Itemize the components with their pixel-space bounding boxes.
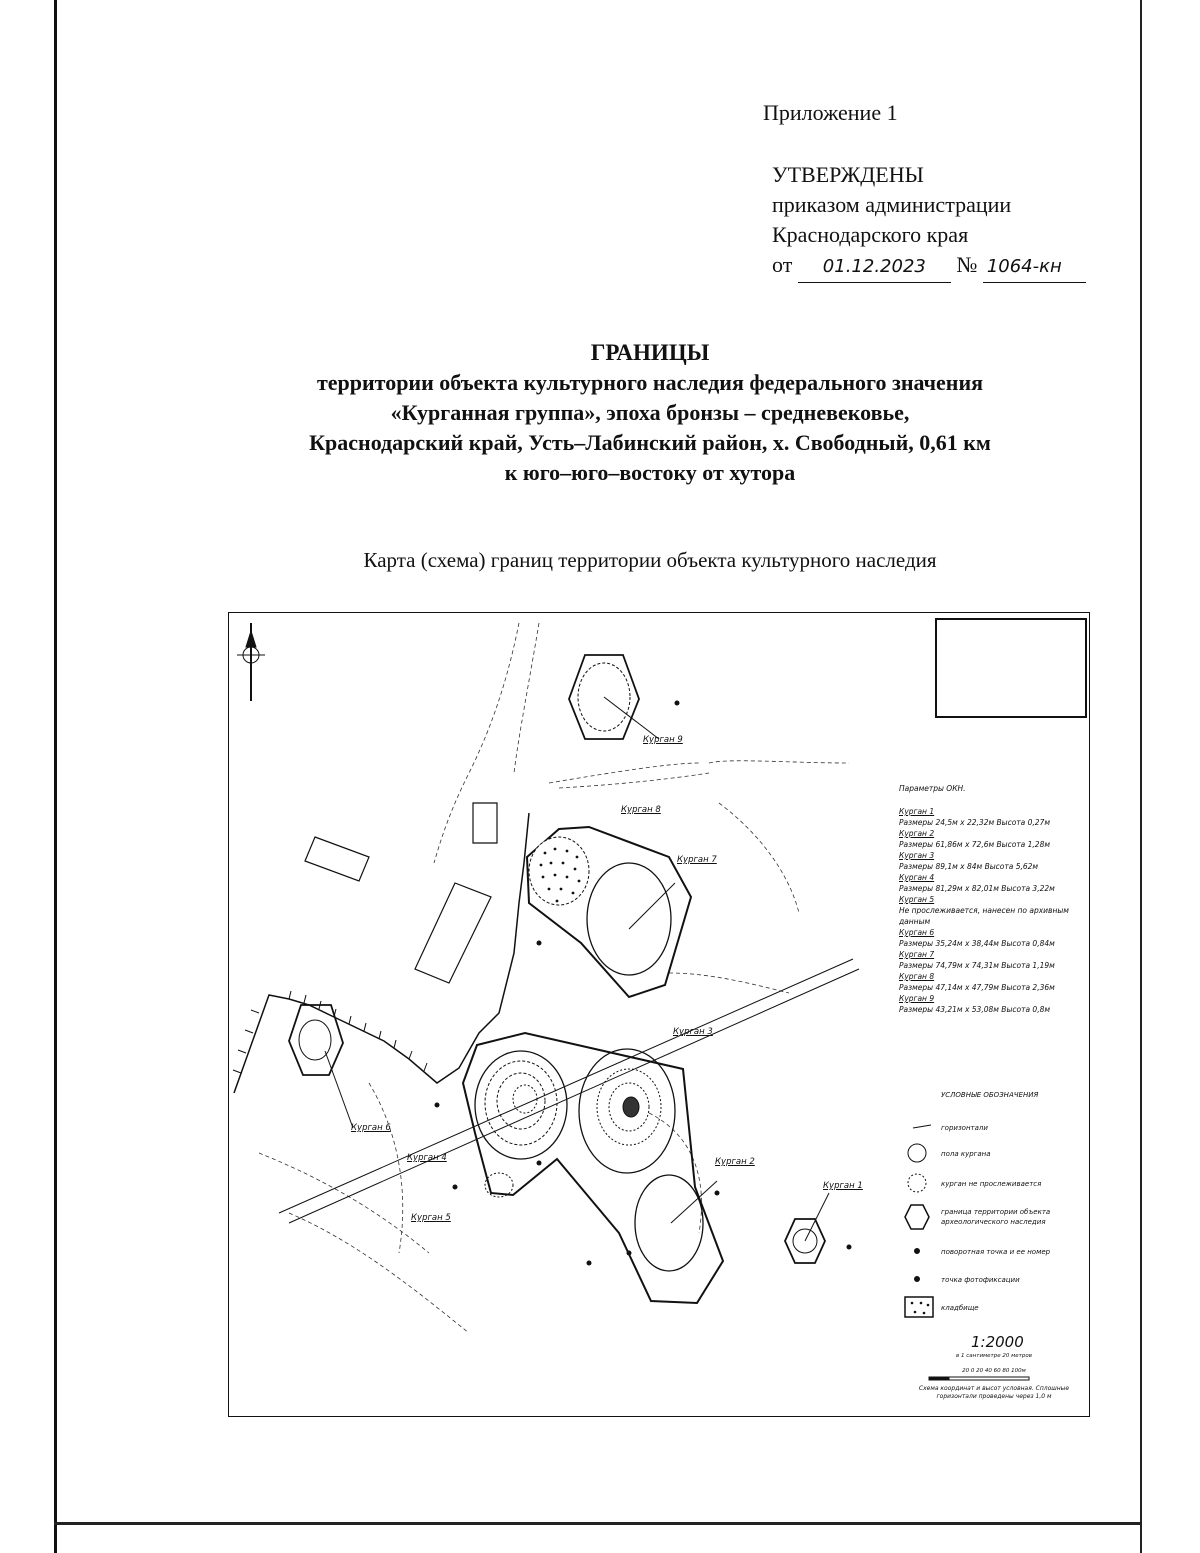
param-kurgan-8: Курган 8 Размеры 47,14м х 47,79м Высота 2,36м	[899, 972, 1055, 992]
title-line-3: Краснодарский край, Усть–Лабинский район, х. Свободный, 0,61 км	[309, 430, 991, 455]
map-label-kurgan-5: Курган 5	[411, 1213, 451, 1223]
approval-block	[772, 160, 1086, 283]
map-scale: 1:2000	[971, 1333, 1024, 1351]
legend-turning-point: поворотная точка и ее номер	[941, 1248, 1051, 1256]
param-kurgan-5: Курган 5 Не прослеживается, нанесен по архивным данным	[899, 895, 1069, 926]
param-kurgan-2: Курган 2 Размеры 61,86м х 72,6м Высота 1,28м	[899, 829, 1051, 849]
approved-heading: УТВЕРЖДЕНЫ	[772, 162, 924, 187]
legend-symbols	[905, 1125, 933, 1317]
contour-lines	[259, 623, 849, 1333]
kurgan-2-3-4-5	[463, 1033, 723, 1303]
map-label-kurgan-8: Курган 8	[621, 805, 661, 815]
document-title	[200, 338, 1100, 488]
scan-edge-bottom	[54, 1522, 1142, 1525]
north-arrow-icon	[237, 623, 265, 701]
legend-title: УСЛОВНЫЕ ОБОЗНАЧЕНИЯ	[941, 1091, 1039, 1099]
corner-stamp-box	[935, 618, 1087, 718]
legend-kurgan-untraced: курган не прослеживается	[941, 1180, 1042, 1188]
handwritten-number: 1064-кн	[983, 252, 1086, 283]
scan-edge-left	[54, 0, 57, 1553]
handwritten-date: 01.12.2023	[798, 252, 951, 283]
map-label-kurgan-1: Курган 1	[823, 1181, 863, 1191]
param-kurgan-9: Курган 9 Размеры 43,21м х 53,08м Высота 0,8м	[899, 994, 1051, 1014]
map-label-kurgan-4: Курган 4	[407, 1153, 447, 1163]
param-kurgan-1: Курган 1 Размеры 24,5м х 22,32м Высота 0,27м	[899, 807, 1051, 827]
kurgan-9	[569, 655, 659, 739]
title-main: ГРАНИЦЫ	[590, 340, 710, 365]
slope-line	[234, 813, 529, 1093]
map-drawing	[229, 613, 1091, 1418]
scale-note: Схема координат и высот условная. Сплошные горизонтали проведены через 1,0 м	[918, 1385, 1070, 1400]
param-kurgan-3: Курган 3 Размеры 89,1м х 84м Высота 5,62м	[899, 851, 1039, 871]
map-caption: Карта (схема) границ территории объекта культурного наследия	[363, 548, 937, 572]
param-kurgan-4: Курган 4 Размеры 81,29м х 82,01м Высота 3,22м	[899, 873, 1055, 893]
param-kurgan-6: Курган 6 Размеры 35,24м х 38,44м Высота 0,84м	[899, 928, 1055, 948]
map-label-kurgan-3: Курган 3	[673, 1027, 713, 1037]
legend-kurgan-floor: пола кургана	[941, 1150, 991, 1158]
approval-date-line	[772, 250, 1086, 283]
boundary-map	[228, 612, 1090, 1417]
appendix-label: Приложение 1	[763, 100, 898, 125]
approved-region: Краснодарского края	[772, 222, 969, 247]
param-kurgan-7: Курган 7 Размеры 74,79м х 74,31м Высота 1,19м	[899, 950, 1055, 970]
map-label-kurgan-7: Курган 7	[677, 855, 717, 865]
scale-ticks: 20 0 20 40 60 80 100м	[962, 1368, 1026, 1374]
kurgan-6	[289, 1005, 353, 1128]
road	[279, 959, 859, 1223]
map-label-kurgan-6: Курган 6	[351, 1123, 391, 1133]
legend-photo-point: точка фотофиксации	[941, 1276, 1020, 1284]
turning-points	[435, 701, 852, 1266]
legend-cemetery: кладбище	[941, 1304, 979, 1312]
title-line-4: к юго–юго–востоку от хутора	[504, 460, 796, 485]
kurgan-7-8	[527, 827, 691, 997]
title-line-2: «Курганная группа», эпоха бронзы – средневековье,	[390, 400, 910, 425]
okn-parameters	[899, 783, 1089, 1015]
params-title: Параметры ОКН.	[899, 784, 966, 793]
title-line-1: территории объекта культурного наследия федерального значения	[316, 370, 984, 395]
legend-boundary: граница территории объекта археологического наследия	[941, 1208, 1051, 1226]
scale-subtitle: в 1 сантиметре 20 метров	[956, 1353, 1032, 1359]
map-label-kurgan-2: Курган 2	[715, 1157, 755, 1167]
map-label-kurgan-9: Курган 9	[643, 735, 683, 745]
legend-cemetery-dots	[911, 1302, 930, 1315]
legend-contours: горизонтали	[941, 1124, 988, 1132]
buildings	[305, 803, 497, 983]
scale-bar	[929, 1377, 1029, 1380]
kurgan-1	[785, 1193, 829, 1263]
approved-by-order: приказом администрации	[772, 192, 1012, 217]
scan-edge-right	[1140, 0, 1142, 1553]
date-prefix: от	[772, 252, 793, 277]
number-prefix: №	[956, 252, 978, 277]
